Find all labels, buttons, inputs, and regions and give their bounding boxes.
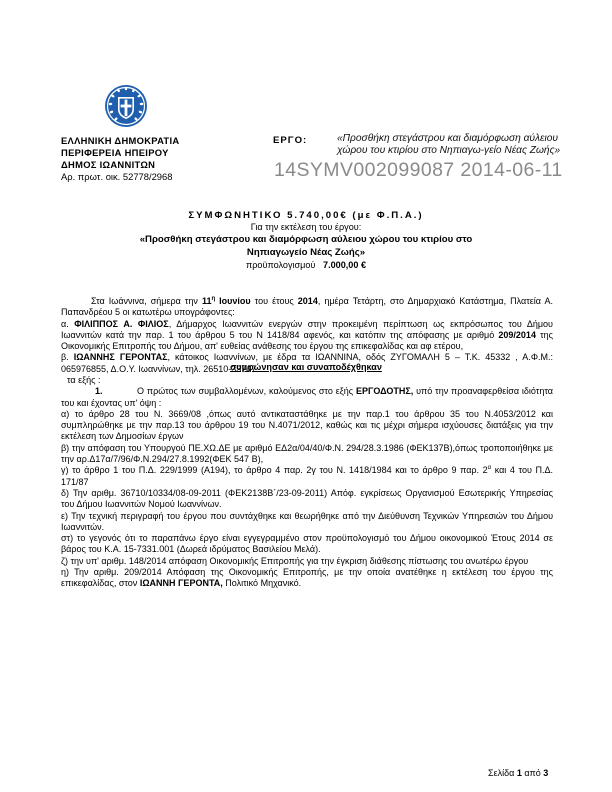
- page-label: Σελίδα: [488, 768, 515, 778]
- term-a: α) το άρθρο 28 του Ν. 3669/08 ,όπως αυτό αντικαταστάθηκε με την παρ.1 του άρθρου 35 του Ν.4053/2012 και συμπληρώθηκε με την παρ.13 του άρθρου 19 του Ν.4071/2012, καθώς και τις μέχρι σήμερα ισχύουσες διατάξεις για την εκτέλεση των Δημοσίων έργων: [61, 408, 553, 442]
- budget-value: 7.000,00 €: [323, 260, 366, 270]
- term-1-intro: 1. Ο πρώτος των συμβαλλομένων, καλούμενος στο εξής ΕΡΓΟΔΟΤΗΣ, υπό την προαναφερθείσα ιδιότητα του και έχοντας υπ' όψη :: [61, 386, 553, 408]
- issuer-block: [61, 135, 261, 183]
- term-st: στ) το γεγονός ότι το παραπάνω έργο είναι εγγεγραμμένο στον προϋπολογισμό του Δήμου οικονομικού Έτους 2014 σε βάρος του Κ.Α. 15-7331.001 (Δωρεά ιδρύματος Βασιλείου Μελά).: [61, 533, 553, 555]
- protocol-number: Αρ. πρωτ. οικ. 52778/2968: [61, 171, 173, 182]
- term-e: ε) Την τεχνική περιγραφή του έργου που συντάχθηκε και θεωρήθηκε από την Διεύθυνση Τεχνικών Υπηρεσιών του Δήμου Ιωαννιτών.: [61, 510, 553, 532]
- page-of-label: από: [524, 768, 541, 778]
- project-name-line1: «Προσθήκη στεγάστρου και διαμόρφωση αύλειου χώρου του κτιρίου στο: [139, 234, 473, 245]
- intro-paragraph-party-b: β. ΙΩΑΝΝΗΣ ΓΕΡΟΝΤΑΣ, κάτοικος Ιωαννίνων, με έδρα τα ΙΩΑΝΝΙΝΑ, οδός ΖΥΓΟΜΑΛΗ 5 – Τ.Κ. 45332 , Α.Φ.Μ.: 065976855, Δ.Ο.Υ. Ιωαννίνων, τηλ. 26510-33747: [61, 352, 553, 374]
- project-name: [40, 234, 572, 259]
- term-h: η) Την αριθμ. 209/2014 Απόφαση της Οικονομικής Επιτροπής, με την οποία ανατέθηκε η εκτέλεση του έργου της επικεφαλίδας, στον ΙΩΑΝΝΗ ΓΕΡΟΝΤΑ, Πολιτικό Μηχανικό.: [61, 567, 553, 589]
- intro-paragraph-party-a: α. ΦΙΛΙΠΠΟΣ Α. ΦΙΛΙΟΣ, Δήμαρχος Ιωαννιτών ενεργών στην προκειμένη περίπτωση ως εκπρόσωπος του Δήμου Ιωαννιτών κατά την παρ. 1 του άρθρου 5 του Ν 1418/84 αφενός, και κατόπιν της απόφασης με αριθμό 209/2014 της Οικονομικής Επιτροπής του Δήμου, απ' ευθείας ανάθεσης του έργου της επικεφαλίδας και αφ ετέρου,: [61, 318, 554, 352]
- term-z: ζ) την υπ' αριθμ. 148/2014 απόφαση Οικονομικής Επιτροπής για την έγκριση διάθεσης πίστωσης του ανωτέρω έργου: [61, 555, 529, 566]
- term-b: β) την απόφαση του Υπουργού ΠΕ.ΧΩ.ΔΕ με αριθμό ΕΔ2α/04/40/Φ.Ν. 294/28.3.1986 (ΦΕΚ137Β),όπως τροποποιήθηκε με την αρ.Δ17α/7/96/Φ.Ν.294/27.8.1992(ΦΕΚ 547 Β),: [61, 442, 553, 465]
- term-d: δ) Την αριθμ. 36710/10334/08-09-2011 (ΦΕΚ2138Β΄/23-09-2011) Απόφ. εγκρίσεως Οργανισμού Εσωτερικής Υπηρεσίας του Δήμου Ιωαννιτών Νομού Ιωαννίνων.: [61, 487, 553, 510]
- org-line-region: ΠΕΡΙΦΕΡΕΙΑ ΗΠΕΙΡΟΥ: [61, 147, 169, 158]
- ergo-label: ΕΡΓΟ:: [273, 135, 308, 146]
- budget-line: [40, 260, 572, 271]
- org-line-municipality: ΔΗΜΟΣ ΙΩΑΝΝΙΤΩΝ: [61, 159, 156, 170]
- terms-lead: τα εξής :: [67, 375, 101, 385]
- seal-icon: [104, 84, 148, 128]
- agreement-heading: συμφώνησαν και συναποδέχθηκαν: [230, 362, 382, 372]
- ada-watermark: 14SYMV002099087 2014-06-11: [274, 159, 563, 181]
- terms-section: [61, 375, 553, 590]
- greek-coat-of-arms-seal: [104, 84, 148, 128]
- project-name-line2: Νηπιαγωγείο Νέας Ζωής»: [246, 246, 366, 258]
- page-total: 3: [543, 768, 549, 778]
- contract-subtitle: Για την εκτέλεση του έργου:: [250, 222, 362, 232]
- page-number: 1: [516, 768, 522, 778]
- term-g: γ) το άρθρο 1 του Π.Δ. 229/1999 (Α194), το άρθρο 4 παρ. 2γ του Ν. 1418/1984 και το άρθρο 9 παρ. $2^\alpha$ και 4 του Π.Δ. 171/87: [61, 465, 553, 487]
- intro-paragraph-date: Στα Ιωάννινα, σήμερα την $11^\eta$ Ιουνίου του έτους 2014, ημέρα Τετάρτη, στο Δημαρχιακό Κατάστημα, Πλατεία Α. Παπανδρέου 5 οι κατωτέρω υπογράφοντες:: [61, 296, 553, 318]
- org-line-republic: ΕΛΛΗΝΙΚΗ ΔΗΜΟΚΡΑΤΙΑ: [61, 135, 180, 146]
- contract-title: ΣΥΜΦΩΝΗΤΙΚΟ 5.740,00€ (με Φ.Π.Α.): [188, 210, 424, 221]
- page-footer: [488, 768, 548, 779]
- ergo-title: «Προσθήκη στεγάστρου και διαμόρφωση αύλειου χώρου του κτιρίου στο Νηπιαγω-γείο Νέας Ζωής»: [337, 133, 561, 157]
- budget-label: προϋπολογισμού: [245, 260, 316, 270]
